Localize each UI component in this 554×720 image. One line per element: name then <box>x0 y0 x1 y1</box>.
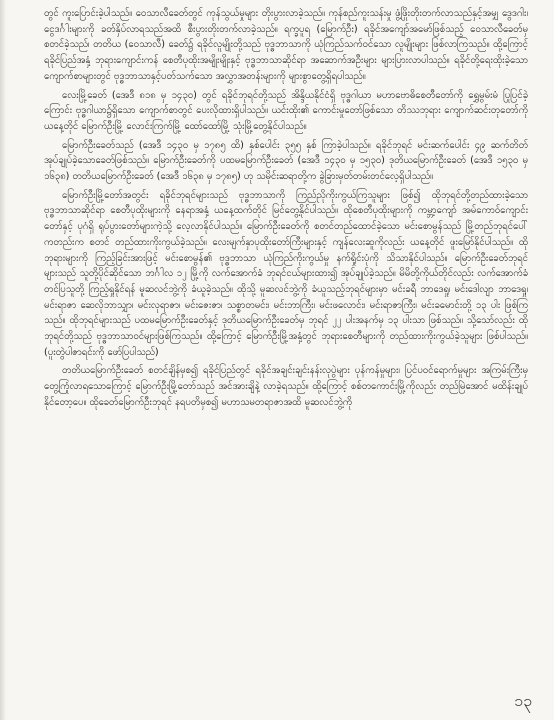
paragraph-5: တတိယမြောက်ဦးခေတ် စတင်ချိန်မှစ၍ ရခိုင်ပြည်တွင် ရခိုင်အချင်းချင်းနန်းလုပွဲများ ပုန်ကန်မှုများ၊ ပြင်ပဝင်ရောက်မှုများ အကြမ်းကြီးမှ တွေ့ကြုံလာရသောကြောင့် မြောက်ဦးမြို့တော်သည် အင်အားချိနဲ့ လာခဲ့ရသည်။ ထို့ကြောင့် စစ်တကောင်းမြို့ကိုလည်း တည်မြဲအောင် မထိန်းချုပ်နိုင်တော့ပေ။ ထိုခေတ်မြောက်ဦးဘုရင် နရပတိမှစ၍ မဟာသမတရာဇာအထိ မူဆလင်ဘွဲ့ကို <box>44 365 528 408</box>
paragraph-1: တွင် ကူးပြောင်းခဲ့ပါသည်။ ဝေသာလီခေတ်တွင် ကုန်သွယ်မှုများ တိုးပွားလာခဲ့သည်။ ကုန်စည်ကူးသန်းမှု ဖွံ့ဖြိုးတိုးတက်လာသည်နှင့်အမျှ ဒွေဒဂါး၊ ငွေဒင်္ဂါးများကို ခတ်နှိပ်လာရသည်အထိ စီးပွားတိုးတက်လာခဲ့သည်။ ရက္ခပူရ (မြောက်ဦး) ရခိုင်အကျော်အမော်ဖြစ်သည့် ဝေသာလီခေတ်မှ စတင်ခဲ့သည်၊ တတိယ (ဝေသာလီ) ခေတ်၌ ရခိုင်လူမျိုးတို့သည် ဗုဒ္ဓဘာသာကို ယုံကြည်သက်ဝင်သော လူမျိုးများ ဖြစ်လာကြသည်။ ထို့ကြောင့် ရခိုင်ပြည်အနှံ့ ဘုရားကျောင်းကန် စေတီပုထိုးအမျိုးမျိုးနှင့် ဗုဒ္ဓဘာသာဆိုင်ရာ အဆောက်အဦးများ များပြားလာပါသည်။ ရခိုင်တို့ရေးထိုးခဲ့သော ကျောက်စာများတွင် ဗုဒ္ဓဘာသာနှင့်ပတ်သက်သော အလွှာအတန်းများကို များစွာတွေ့ရှိရပါသည်။ <box>44 8 528 82</box>
paragraph-2: လေးမြို့ခေတ် (အေဒီ ၈၁၈ မှ ၁၄၃၀) တွင် ရခိုင်ဘုရင်တို့သည် အိန္ဒိယနိုင်ငံရှိ ဗုဒ္ဓဂါယာ မဟာဗောဓိစေတီတော်ကို ရွှေမွမ်းမံ ပြုပြင်ခဲ့ကြောင်း ဗုဒ္ဓဂါယာ၌ရှိသော ကျောက်စာတွင် ပေးလိုထားရှိပါသည်။ ယင်းထိုး၏ ကောင်းမှုတော်ဖြစ်သော တိဿဘုရား ကျောက်ဆင်းတုတော်ကို ယနေ့တိုင် မြောက်ဦးမြို့ လောင်းကြက်မြို့ ထော်ထော်မြို့ သုံးမြို့တွေ့နိုင်ပါသည်။ <box>44 89 528 132</box>
paragraph-4: မြောက်ဦးမြို့တော်အတွင်း ရခိုင်ဘုရင်များသည် ဗုဒ္ဓဘာသာကို ကြည်ညိုကိုးကွယ်ကြသူများ ဖြစ်၍ ထိုဘုရင်တို့တည်ထားခဲ့သော ဗုဒ္ဓဘာသာဆိုင်ရာ စေတီပုထိုးများကို နေရာအနှံ့ ယနေ့ထက်တိုင် မြင်တွေ့နိုင်ပါသည်။ ထိုစေတီပုထိုးများကို ကမ္ဘာ့ကျော် အမ်ကောဝ်ကျောင်းတော်နှင့် ပုဂံရှိ ရုပ်ပွားတော်များကဲ့သို့ လေ့လာနိုင်ပါသည်။ မြောက်ဦးခေတ်ကို စတင်တည်ထောင်ခဲ့သော မင်းစောမွန်သည် မြို့တည်ဘုရင်ပေါ်ကတည်းက စတင် တည်ထားကိုးကွယ်ခဲ့သည်။ လေးမျက်နှာပုထိုးတော်ကြီးများနှင့် ကျန်လေးဆူကိုလည်း ယနေ့တိုင် ဖူးမြော်နိုင်ပါသည်။ ထိုဘုရားများကို ကြည့်ခြင်းအားဖြင့် မင်းစောမွန်၏ ဗုဒ္ဓဘာသာ ယုံကြည်ကိုးကွယ်မှု နက်ရှိုင်းပုံကို သိသာနိုင်ပါသည်။ မြောက်ဦးခေတ်ဘုရင်များသည် သူတို့ပိုင်ဆိုင်သော ဘင်္ဂါလ ၁၂ မြို့ကို လက်အောက်ခံ ဘုရင်ငယ်များထား၍ အုပ်ချုပ်ခဲ့သည်။ မိမိတို့ကိုယ်တိုင်လည်း လက်အောက်ခံတင်ပြသူတို့ ကြည့်ရှုနိုင်ရန် မူဆလင်ဘွဲ့ကို ခံယူခဲ့သည်။ ထိုသို့ မူဆလင်ဘွဲ့ကို ခံယူသည့်ဘုရင်များမှာ မင်းခရီ ဘာဒေရှု၊ မင်းဒေါလျာ ဘာဒေရှု၊ မင်းရာဇာ ဆေလိုဘာသျှာ၊ မင်းလုရာဇာ၊ မင်းဇေးဇာ၊ သစ္စာတမင်း၊ မင်းဘာကြီး၊ မင်းဖလောင်း၊ မင်းရာဇာကြီး၊ မင်းခမောင်းတို့ ၁၃ ပါး ဖြစ်ကြသည်။ ထိုဘုရင်များသည် ပထမမြောက်ဦးခေတ်နှင့် ဒုတိယမြောက်ဦးခေတ်မှ ဘုရင် ၂၂ ပါးအနက်မှ ၁၃ ပါးသာ ဖြစ်သည်။ သို့သော်လည်း ထိုဘုရင်တို့သည် ဗုဒ္ဓဘာသာဝင်များဖြစ်ကြသည်။ ထို့ကြောင့် မြောက်ဦးမြို့အနှံ့တွင် ဘုရားစေတီများကို တည်ထားကိုးကွယ်ခဲ့သူများ ဖြစ်ပါသည်။ (ပူးတွဲပါဇာရင်းကို ဖော်ပြပါသည်) <box>44 189 528 358</box>
paragraph-3: မြောက်ဦးခေတ်သည် (အေဒီ ၁၄၃၀ မှ ၁၇၈၅ ထိ) နှစ်ပေါင်း ၃၅၅ နှစ် ကြာခဲ့ပါသည်။ ရခိုင်ဘုရင် မင်းဆက်ပေါင်း ၄၉ ဆက်တိတ် အုပ်ချုပ်ခဲ့သောခေတ်ဖြစ်သည်။ မြောက်ဦးခေတ်ကို ပထမမြောက်ဦးခေတ် (အေဒီ ၁၄၃၀ မှ ၁၅၃၀) ဒုတိယမြောက်ဦးခေတ် (အေဒီ ၁၅၃၀ မှ ၁၆၃၈) တတိယမြောက်ဦးခေတ် (အေဒီ ၁၆၃၈ မှ ၁၇၈၅) ဟု သမိုင်းဆရာတို့က ခွဲခြားမှတ်တမ်းတင်လေ့ရှိပါသည်။ <box>44 139 528 183</box>
scan-edge-shadow <box>0 0 6 720</box>
page-number: ၁၃ <box>514 691 532 710</box>
